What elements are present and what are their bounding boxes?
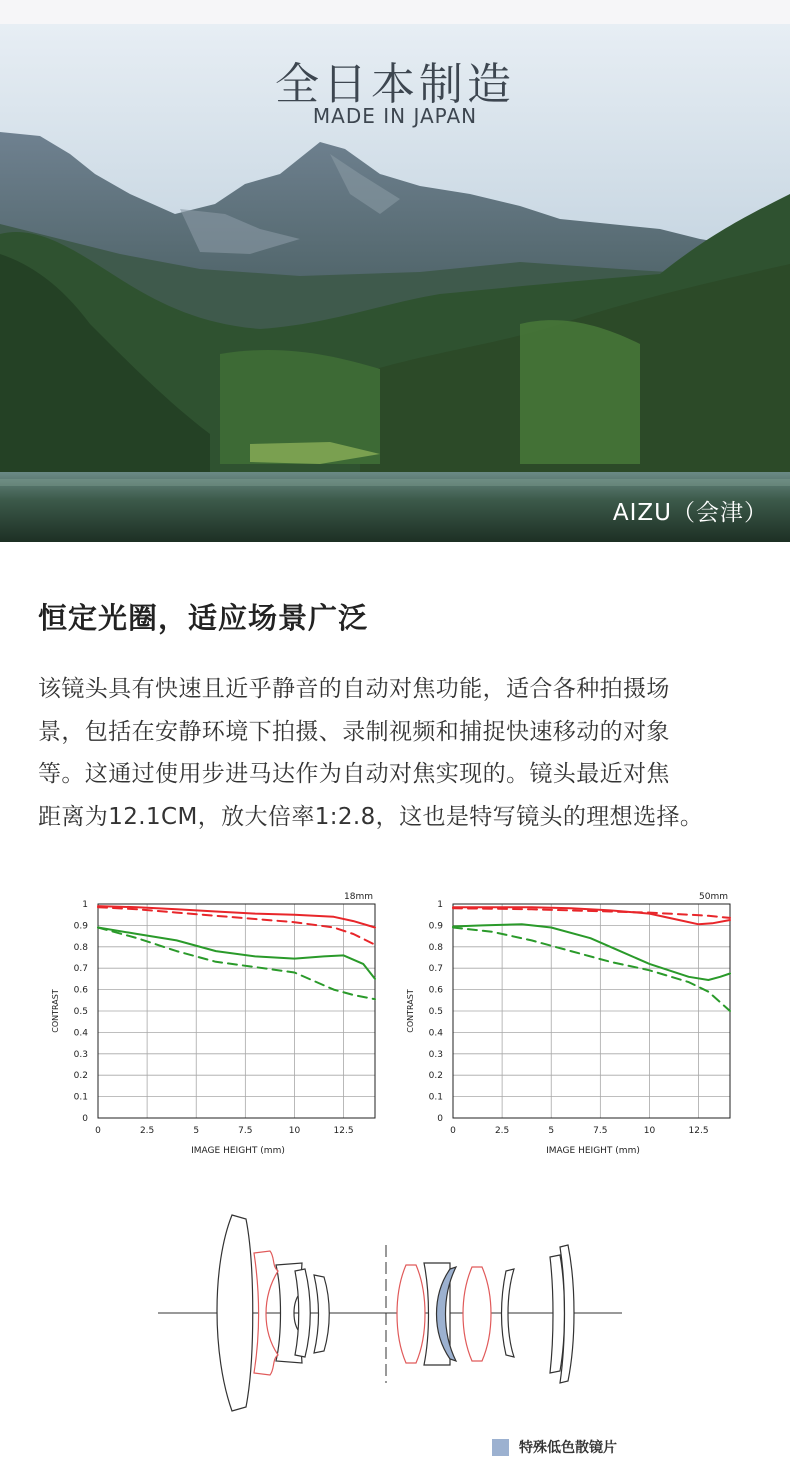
body-line: 该镜头具有快速且近乎静音的自动对焦功能，适合各种拍摄场 (38, 676, 670, 702)
lens-diagram-svg (150, 1205, 630, 1420)
lens-element (217, 1215, 253, 1411)
lens-construction-diagram (150, 1205, 630, 1424)
y-tick-label: 0.8 (73, 942, 88, 953)
mtf-chart-18mm (48, 886, 388, 1165)
x-axis-label: IMAGE HEIGHT (mm) (546, 1146, 640, 1156)
y-axis-label: CONTRAST (406, 989, 415, 1033)
hero-title: 全日本制造 (275, 59, 515, 110)
series-line (453, 928, 730, 1012)
ed-lens-element-red (397, 1265, 425, 1363)
y-axis-label: CONTRAST (51, 989, 60, 1033)
y-tick-label: 0.5 (428, 1007, 443, 1017)
mtf-chart-svg (48, 886, 388, 1161)
y-tick-label: 0.1 (428, 1092, 443, 1103)
x-tick-label: 7.5 (593, 1126, 608, 1136)
series-line (453, 907, 730, 924)
chart-title: 18mm (344, 892, 373, 902)
legend (492, 1437, 617, 1457)
mtf-chart-50mm (403, 886, 743, 1165)
top-strip (0, 0, 790, 24)
x-tick-label: 5 (548, 1126, 555, 1136)
y-tick-label: 0.5 (73, 1007, 88, 1017)
y-tick-label: 0.4 (73, 1028, 88, 1039)
legend-swatch (492, 1439, 509, 1456)
mtf-chart-svg (403, 886, 743, 1161)
body-line: 等。这通过使用步进马达作为自动对焦实现的。镜头最近对焦 (38, 761, 670, 787)
series-line (98, 928, 375, 1000)
location-caption: AIZU（会津） (612, 500, 768, 526)
body-line: 景，包括在安静环境下拍摄、录制视频和捕捉快速移动的对象 (38, 718, 670, 745)
y-tick-label: 0.7 (73, 964, 88, 975)
series-line (98, 928, 375, 979)
ed-lens-element-red (463, 1267, 491, 1361)
y-tick-label: 0.6 (73, 985, 88, 996)
x-tick-label: 7.5 (238, 1126, 253, 1136)
x-tick-label: 0 (95, 1126, 101, 1136)
x-tick-label: 10 (643, 1126, 656, 1136)
x-tick-label: 5 (193, 1126, 200, 1136)
section-heading: 恒定光圈，适应场景广泛 (38, 601, 369, 635)
y-tick-label: 0.9 (73, 921, 88, 932)
y-tick-label: 0 (437, 1114, 443, 1124)
y-tick-label: 0.2 (73, 1071, 88, 1082)
x-tick-label: 10 (288, 1126, 301, 1136)
hero-banner (0, 24, 790, 542)
x-tick-label: 12.5 (688, 1126, 709, 1136)
y-tick-label: 0.9 (428, 921, 443, 932)
y-tick-label: 0.7 (428, 964, 443, 975)
y-tick-label: 0.3 (73, 1049, 88, 1060)
y-tick-label: 1 (437, 900, 443, 910)
hero-subtitle: MADE IN JAPAN (312, 104, 478, 128)
x-tick-label: 12.5 (333, 1126, 354, 1136)
y-tick-label: 0.4 (428, 1028, 443, 1039)
body-line: 距离为12.1CM，放大倍率1:2.8，这也是特写镜头的理想选择。 (38, 803, 704, 830)
y-tick-label: 0.8 (428, 942, 443, 953)
section-body (38, 668, 754, 838)
y-tick-label: 0.2 (428, 1071, 443, 1082)
lens-element (550, 1255, 565, 1373)
y-tick-label: 1 (82, 900, 88, 910)
x-axis-label: IMAGE HEIGHT (mm) (191, 1146, 285, 1156)
y-tick-label: 0.6 (428, 985, 443, 996)
lens-element (314, 1275, 329, 1353)
y-tick-label: 0.1 (73, 1092, 88, 1103)
x-tick-label: 2.5 (494, 1126, 510, 1136)
legend-label: 特殊低色散镜片 (519, 1440, 617, 1456)
y-tick-label: 0.3 (428, 1049, 443, 1060)
chart-title: 50mm (699, 892, 728, 902)
y-tick-label: 0 (82, 1114, 88, 1124)
x-tick-label: 0 (450, 1126, 456, 1136)
series-line (453, 924, 730, 980)
x-tick-label: 2.5 (139, 1126, 155, 1136)
